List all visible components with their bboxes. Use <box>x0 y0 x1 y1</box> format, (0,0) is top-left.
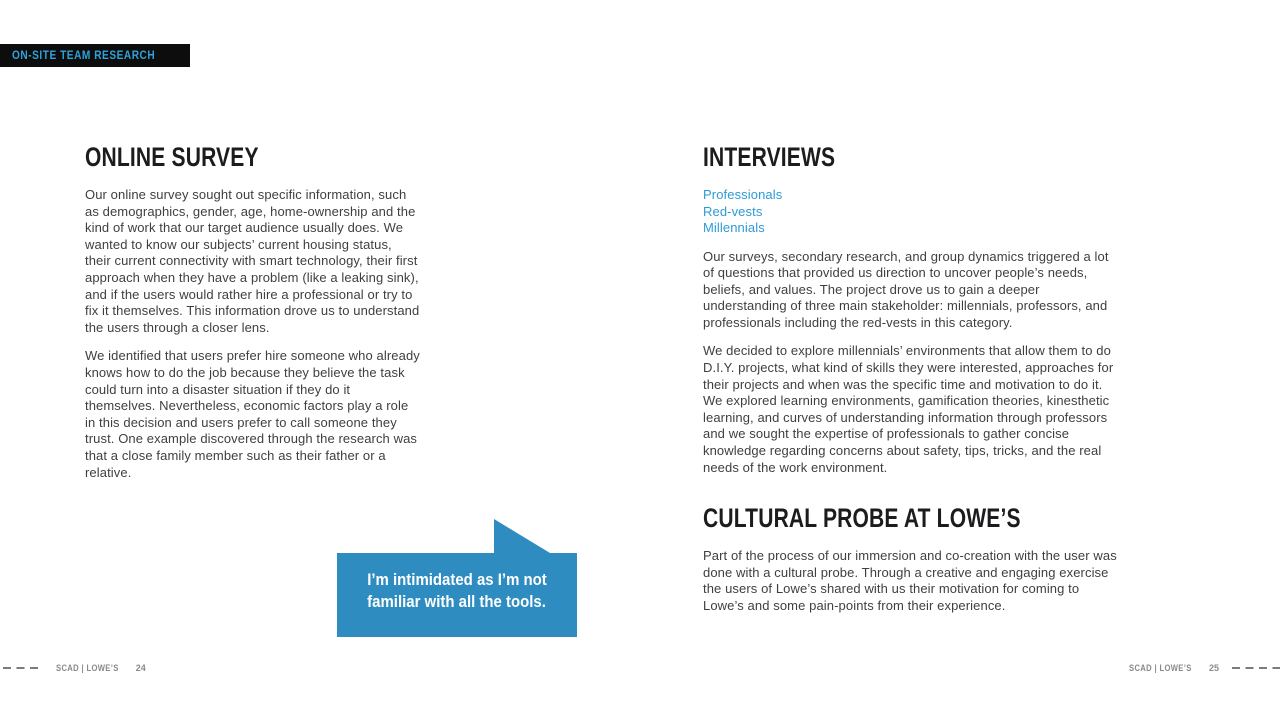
left-column <box>85 143 421 493</box>
footer-left <box>3 663 146 673</box>
footer-right-brand: SCAD | LOWE’S <box>1129 663 1192 673</box>
left-heading: ONLINE SURVEY <box>85 142 259 172</box>
cultural-probe-paragraph: Part of the process of our immersion and co-creation with the user was done with a cultural probe. Through a creative and engaging exercise the users of Lowe’s shared with us their motivation for coming to Lowe’s and some pain-points from their experience. <box>703 548 1117 613</box>
left-paragraph-2: We identified that users prefer hire someone who already knows how to do the job because they believe the task could turn into a disaster situation if they do it themselves. Nevertheless, economic factors play a role in this decision and users prefer to call someone they trust. One example discovered through the research was that a close family member such as their father or a relative. <box>85 348 420 480</box>
footer-right <box>1129 663 1280 673</box>
right-column <box>703 143 1118 627</box>
footer-left-brand: SCAD | LOWE’S <box>56 663 119 673</box>
left-paragraph-1: Our online survey sought out specific information, such as demographics, gender, age, home-ownership and the kind of work that our target audience usually does. We wanted to know our subjects’ current housing status, their current connectivity with smart technology, their first approach when they have a problem (like a leaking sink), and if the users would rather hire a professional or try to fix it themselves. This information drove us to understand the users through a closer lens. <box>85 187 420 335</box>
section-tag-label: ON-SITE TEAM RESEARCH <box>12 49 156 62</box>
footer-left-dashes <box>3 667 43 669</box>
stakeholder-links <box>703 187 1118 237</box>
right-paragraph-1: Our surveys, secondary research, and group dynamics triggered a lot of questions that provided us direction to uncover people’s needs, beliefs, and values. The project drove us to gain a deeper understanding of three main stakeholder: millennials, professors, and professionals including the red-vests in this category. <box>703 248 1109 330</box>
footer-right-page-number: 25 <box>1208 663 1219 673</box>
link-professionals[interactable]: Professionals <box>703 187 783 202</box>
footer-right-dashes <box>1232 667 1280 669</box>
quote-text <box>337 569 577 612</box>
quote-speech-bubble <box>337 553 577 637</box>
footer-left-page-number: 24 <box>135 663 146 673</box>
link-millennials[interactable]: Millennials <box>703 220 765 235</box>
quote-line-2: familiar with all the tools. <box>367 591 547 611</box>
quote-line-1: I’m intimidated as I’m not <box>367 570 547 589</box>
link-red-vests[interactable]: Red-vests <box>703 203 763 219</box>
right-heading: INTERVIEWS <box>703 142 836 172</box>
speech-bubble-tail-icon <box>494 519 550 553</box>
right-paragraph-2: We decided to explore millennials’ environments that allow them to do D.I.Y. projects, what kind of skills they were interested, approaches for their projects and when was the specific time and motivation to do it. We explored learning environments, gamification theories, kinesthetic learning, and curves of understanding information through professors and we sought the expertise of professionals to gather concise knowledge regarding concerns about safety, tips, tricks, and the real needs of the work environment. <box>703 343 1114 475</box>
cultural-probe-heading: CULTURAL PROBE AT LOWE’S <box>703 503 1021 534</box>
section-tag <box>0 44 190 67</box>
